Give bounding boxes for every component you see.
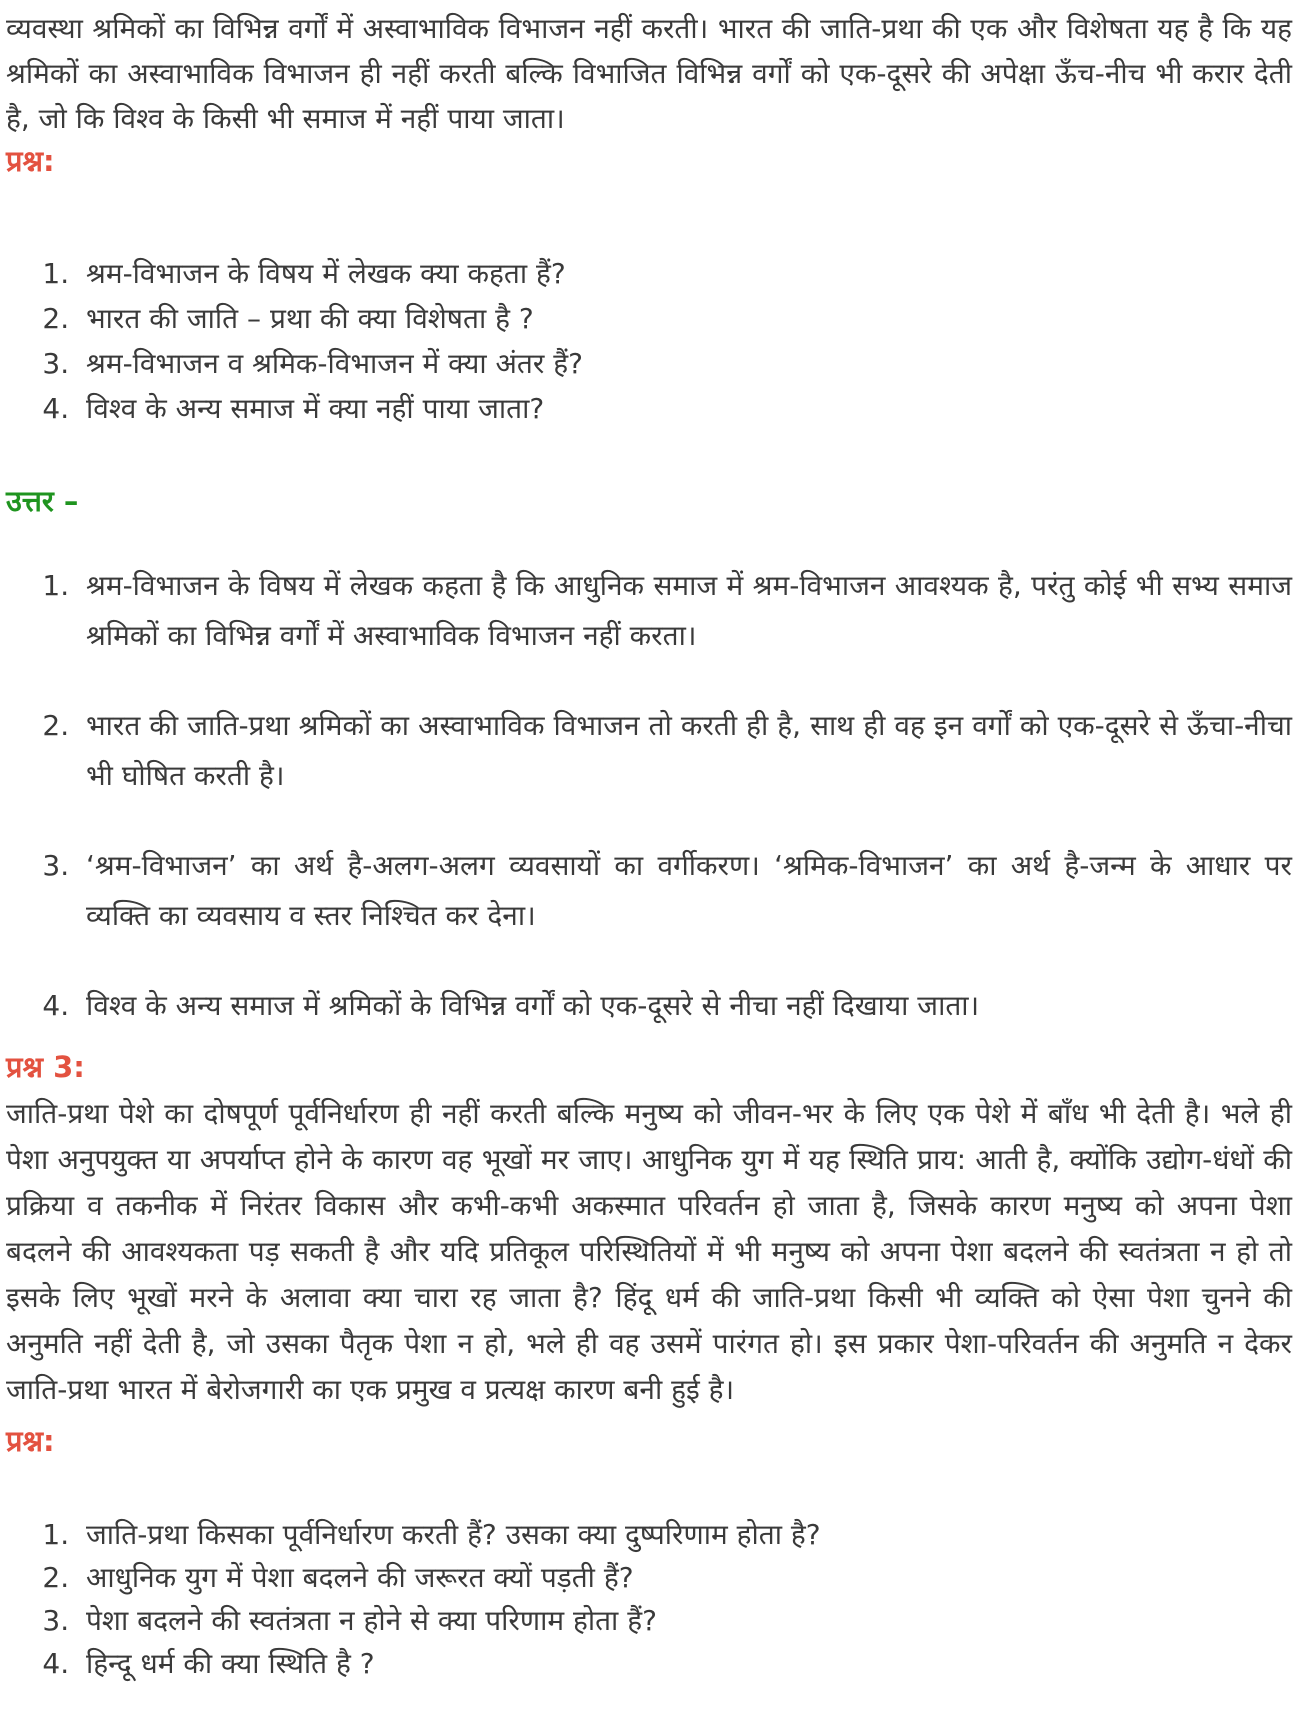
answer-item: 3. ‘श्रम-विभाजन’ का अर्थ है-अलग-अलग व्यवसायों का वर्गीकरण। ‘श्रमिक-विभाजन’ का अर्थ है-जन्म के आधार पर व्यक्ति का व्यवसाय व स्तर निश्चित कर देना। <box>78 841 1292 941</box>
question-item: 3. पेशा बदलने की स्वतंत्रता न होने से क्या परिणाम होता हैं? <box>78 1599 1292 1642</box>
question-list-1 <box>6 251 1292 431</box>
answer-item: 1. श्रम-विभाजन के विषय में लेखक कहता है कि आधुनिक समाज में श्रम-विभाजन आवश्यक है, परंतु कोई भी सभ्य समाज श्रमिकों का विभिन्न वर्गों में अस्वाभाविक विभाजन नहीं करता। <box>78 561 1292 661</box>
answer-item: 2. भारत की जाति-प्रथा श्रमिकों का अस्वाभाविक विभाजन तो करती ही है, साथ ही वह इन वर्गों को एक-दूसरे से ऊँचा-नीचा भी घोषित करती है। <box>78 701 1292 801</box>
question-item: 2. आधुनिक युग में पेशा बदलने की जरूरत क्यों पड़ती हैं? <box>78 1556 1292 1599</box>
intro-paragraph: व्यवस्था श्रमिकों का विभिन्न वर्गों में अस्वाभाविक विभाजन नहीं करती। भारत की जाति-प्रथा की एक और विशेषता यह है कि यह श्रमिकों का अस्वाभाविक विभाजन ही नहीं करती बल्कि विभाजित विभिन्न वर्गों को एक-दूसरे की अपेक्षा ऊँच-नीच भी करार देती है, जो कि विश्व के किसी भी समाज में नहीं पाया जाता। <box>6 12 1292 135</box>
question-list-2 <box>6 1513 1292 1685</box>
question-item: 4. विश्व के अन्य समाज में क्या नहीं पाया जाता? <box>78 386 1292 431</box>
question-item: 1. जाति-प्रथा किसका पूर्वनिर्धारण करती हैं? उसका क्या दुष्परिणाम होता है? <box>78 1513 1292 1556</box>
answer-list <box>6 561 1292 1031</box>
answer-heading: उत्तर – <box>6 484 79 518</box>
question-item: 4. हिन्दू धर्म की क्या स्थिति है ? <box>78 1642 1292 1685</box>
question-item: 3. श्रम-विभाजन व श्रमिक-विभाजन में क्या अंतर हैं? <box>78 341 1292 386</box>
answer-item: 4. विश्व के अन्य समाज में श्रमिकों के विभिन्न वर्गों को एक-दूसरे से नीचा नहीं दिखाया जाता। <box>78 981 1292 1031</box>
question-item: 2. भारत की जाति – प्रथा की क्या विशेषता है ? <box>78 296 1292 341</box>
question-item: 1. श्रम-विभाजन के विषय में लेखक क्या कहता हैं? <box>78 251 1292 296</box>
question-heading-1: प्रश्न: <box>6 144 55 178</box>
question-3-heading: प्रश्न 3: <box>6 1050 85 1084</box>
question-heading-2: प्रश्न: <box>6 1424 55 1458</box>
passage-paragraph: जाति-प्रथा पेशे का दोषपूर्ण पूर्वनिर्धारण ही नहीं करती बल्कि मनुष्य को जीवन-भर के लिए एक पेशे में बाँध भी देती है। भले ही पेशा अनुपयुक्त या अपर्याप्त होने के कारण वह भूखों मर जाए। आधुनिक युग में यह स्थिति प्राय: आती है, क्योंकि उद्योग-धंधों की प्रक्रिया व तकनीक में निरंतर विकास और कभी-कभी अकस्मात परिवर्तन हो जाता है, जिसके कारण मनुष्य को अपना पेशा बदलने की आवश्यकता पड़ सकती है और यदि प्रतिकूल परिस्थितियों में भी मनुष्य को अपना पेशा बदलने की स्वतंत्रता न हो तो इसके लिए भूखों मरने के अलावा क्या चारा रह जाता है? हिंदू धर्म की जाति-प्रथा किसी भी व्यक्ति को ऐसा पेशा चुनने की अनुमति नहीं देती है, जो उसका पैतृक पेशा न हो, भले ही वह उसमें पारंगत हो। इस प्रकार पेशा-परिवर्तन की अनुमति न देकर जाति-प्रथा भारत में बेरोजगारी का एक प्रमुख व प्रत्यक्ष कारण बनी हुई है। <box>6 1097 1292 1406</box>
